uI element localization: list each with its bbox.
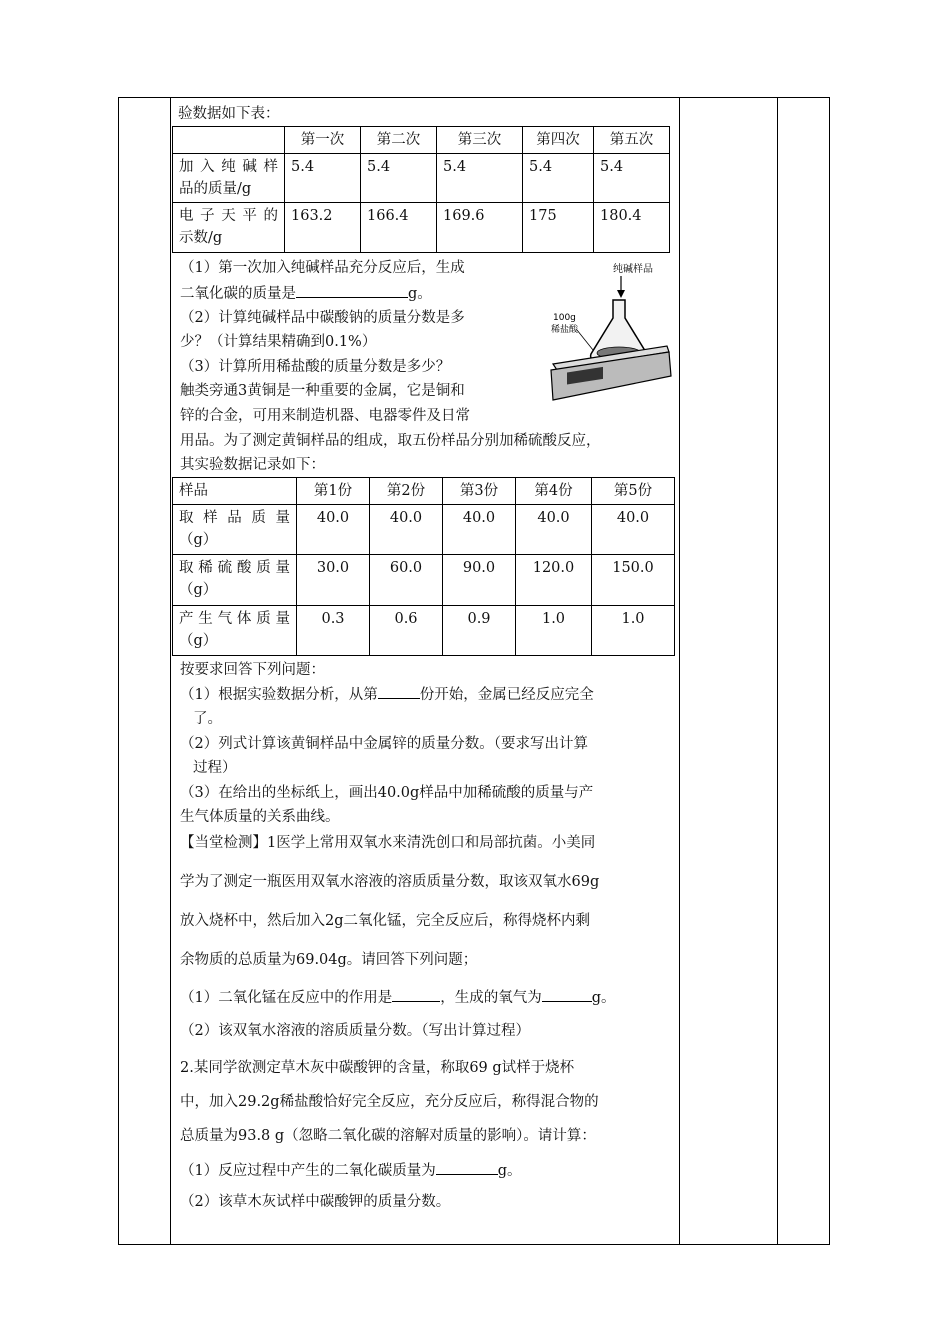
table-cell: 1.0: [592, 606, 675, 656]
table2-header: 样品: [173, 478, 297, 505]
test-line: 余物质的总质量为69.04g。请回答下列问题；: [180, 952, 478, 968]
question-text: 二氧化碳的质量是: [180, 286, 296, 302]
question-text: ，生成的氧气为: [440, 990, 542, 1006]
table-row: [173, 555, 675, 606]
row-label-line: （g）: [179, 532, 218, 548]
test-line: （2）该双氧水溶液的溶质质量分数。（写出计算过程）: [180, 1023, 530, 1039]
question-line: 按要求回答下列问题：: [180, 662, 325, 678]
row-label-line: （g）: [179, 582, 218, 598]
table-cell: 166.4: [361, 203, 437, 253]
answer-blank: [378, 684, 420, 699]
question-line: 了。: [193, 711, 222, 727]
column-divider-1: [170, 97, 171, 1245]
row-label: [173, 505, 297, 555]
question-line: 用品。为了测定黄铜样品的组成，取五份样品分别加稀硫酸反应，: [180, 433, 601, 449]
test-line: 放入烧杯中，然后加入2g二氧化锰，完全反应后，称得烧杯内剩: [180, 913, 591, 929]
test-line: 学为了测定一瓶医用双氧水溶液的溶质质量分数，取该双氧水69g: [180, 874, 600, 890]
table2-header: 第2份: [370, 478, 443, 505]
row-label: [173, 154, 285, 203]
table-cell: 0.9: [443, 606, 516, 656]
table1-header: 第三次: [437, 127, 523, 154]
table1-header: 第一次: [285, 127, 361, 154]
table-cell: 120.0: [516, 555, 592, 606]
table-cell: 163.2: [285, 203, 361, 253]
answer-blank: [392, 987, 440, 1002]
table-cell: 180.4: [594, 203, 670, 253]
table2-header: 第5份: [592, 478, 675, 505]
question-line: （3）计算所用稀盐酸的质量分数是多少？: [180, 359, 451, 375]
test-line: 【当堂检测】1医学上常用双氧水来清洗创口和局部抗菌。小美同: [180, 835, 596, 851]
table-cell: 0.3: [297, 606, 370, 656]
answer-blank: [542, 987, 592, 1002]
question-text: （1）根据实验数据分析，从第: [180, 687, 378, 703]
question-line: 少？（计算结果精确到0.1%）: [180, 334, 377, 350]
answer-blank: [436, 1160, 498, 1175]
question-text: g。: [497, 1163, 522, 1179]
intro-line: 验数据如下表：: [178, 106, 280, 122]
question-line: 锌的合金，可用来制造机器、电器零件及日常: [180, 408, 470, 424]
table-row: [173, 606, 675, 656]
table-cell: 5.4: [594, 154, 670, 203]
table1-header-row: [173, 127, 670, 154]
table-cell: 40.0: [443, 505, 516, 555]
figure-label-acid: 稀盐酸: [551, 325, 579, 335]
column-divider-3: [777, 97, 778, 1245]
table-cell: 5.4: [361, 154, 437, 203]
table-cell: 40.0: [516, 505, 592, 555]
question-line: （3）在给出的坐标纸上，画出40.0g样品中加稀硫酸的质量与产: [180, 785, 594, 801]
question-text: （1）二氧化锰在反应中的作用是: [180, 990, 393, 1006]
test-line: （2）该草木灰试样中碳酸钾的质量分数。: [180, 1194, 451, 1210]
question-text: g。: [408, 286, 432, 302]
question-line: （2）列式计算该黄铜样品中金属锌的质量分数。（要求写出计算: [180, 736, 588, 752]
table-row: [173, 203, 670, 253]
balance-flask-figure: [545, 258, 680, 408]
table1-header: 第二次: [361, 127, 437, 154]
row-label-line: 取样品质量: [179, 510, 290, 526]
row-label-line: （g）: [179, 633, 218, 649]
question-text: （1）反应过程中产生的二氧化碳质量为: [180, 1163, 436, 1179]
test-line: [180, 1160, 522, 1181]
row-label-line: 示数/g: [179, 230, 223, 246]
row-label-line: 取稀硫酸质量: [179, 560, 290, 576]
question-line: 过程）: [193, 760, 237, 776]
table-experiment-1: [172, 126, 670, 253]
table-cell: 40.0: [297, 505, 370, 555]
table-cell: 5.4: [523, 154, 594, 203]
test-line: 中，加入29.2g稀盐酸恰好完全反应，充分反应后，称得混合物的: [180, 1094, 599, 1110]
table2-header: 第4份: [516, 478, 592, 505]
table-cell: 1.0: [516, 606, 592, 656]
table2-header: 第3份: [443, 478, 516, 505]
question-line: [180, 684, 594, 705]
table2-header-row: [173, 478, 675, 505]
question-line: [180, 283, 432, 304]
table-row: [173, 154, 670, 203]
test-line: 总质量为93.8 g（忽略二氧化碳的溶解对质量的影响）。请计算：: [180, 1128, 596, 1144]
table-brass-experiment: [172, 477, 675, 656]
table-cell: 169.6: [437, 203, 523, 253]
question-line: 生气体质量的关系曲线。: [180, 809, 340, 825]
question-text: 份开始，金属已经反应完全: [419, 687, 594, 703]
table-cell: 150.0: [592, 555, 675, 606]
table-cell: 5.4: [285, 154, 361, 203]
table1-header: [173, 127, 285, 154]
figure-label-mass: 100g: [553, 313, 576, 323]
balance-flask-illustration: [545, 258, 680, 408]
table1-header: 第四次: [523, 127, 594, 154]
table1-header: 第五次: [594, 127, 670, 154]
table-row: [173, 505, 675, 555]
test-line: 2.某同学欲测定草木灰中碳酸钾的含量，称取69 g试样于烧杯: [180, 1060, 575, 1076]
table-cell: 175: [523, 203, 594, 253]
table2-header: 第1份: [297, 478, 370, 505]
table-cell: 30.0: [297, 555, 370, 606]
row-label: [173, 555, 297, 606]
row-label-line: 产生气体质量: [179, 611, 290, 627]
table-cell: 90.0: [443, 555, 516, 606]
question-line: 触类旁通3黄铜是一种重要的金属，它是铜和: [180, 383, 465, 399]
row-label: [173, 203, 285, 253]
question-line: （1）第一次加入纯碱样品充分反应后，生成: [180, 260, 465, 276]
question-line: 其实验数据记录如下：: [180, 457, 325, 473]
table-cell: 5.4: [437, 154, 523, 203]
answer-blank: [296, 283, 408, 298]
test-line: [180, 987, 616, 1008]
row-label-line: 电子天平的: [179, 208, 278, 224]
row-label-line: 品的质量/g: [179, 181, 252, 197]
row-label: [173, 606, 297, 656]
table-cell: 40.0: [592, 505, 675, 555]
question-line: （2）计算纯碱样品中碳酸钠的质量分数是多: [180, 310, 465, 326]
figure-label-sample: 纯碱样品: [613, 264, 653, 275]
row-label-line: 加入纯碱样: [179, 159, 278, 175]
table-cell: 60.0: [370, 555, 443, 606]
table-cell: 40.0: [370, 505, 443, 555]
question-text: g。: [591, 990, 616, 1006]
table-cell: 0.6: [370, 606, 443, 656]
